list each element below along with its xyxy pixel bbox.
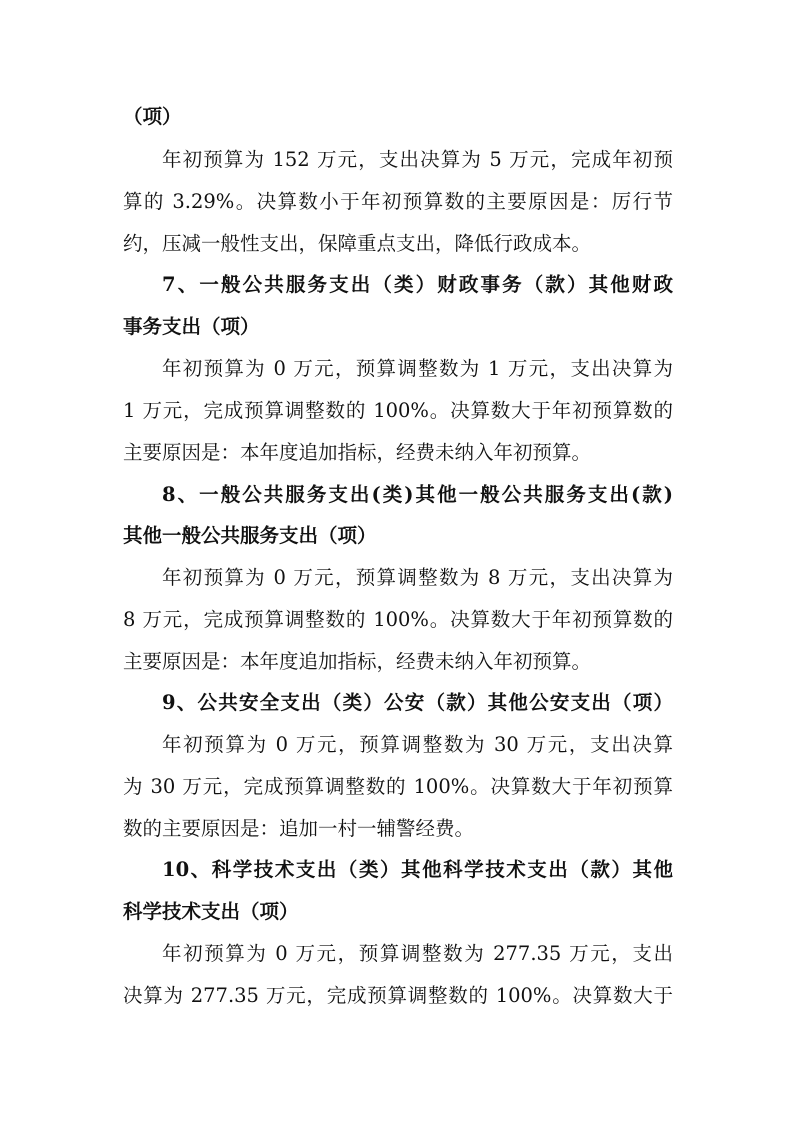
paragraph-6-line-1: 年初预算为 152 万元，支出决算为 5 万元，完成年初预 — [162, 148, 673, 171]
heading-10-line-2: 科学技术支出（项） — [123, 900, 299, 923]
paragraph-8-line-2: 8 万元，完成预算调整数的 100%。决算数大于年初预算数的 — [123, 608, 673, 631]
heading-8-line-1: 8、一般公共服务支出(类)其他一般公共服务支出(款) — [162, 483, 673, 506]
paragraph-10-line-2: 决算为 277.35 万元，完成预算调整数的 100%。决算数大于 — [123, 984, 673, 1007]
paragraph-9-line-2: 为 30 万元，完成预算调整数的 100%。决算数大于年初预算 — [123, 775, 673, 798]
heading-7-line-2: 事务支出（项） — [123, 315, 260, 338]
paragraph-9-line-1: 年初预算为 0 万元，预算调整数为 30 万元，支出决算 — [162, 733, 673, 756]
heading-9: 9、公共安全支出（类）公安（款）其他公安支出（项） — [162, 691, 673, 714]
heading-7-line-1: 7、一般公共服务支出（类）财政事务（款）其他财政 — [162, 273, 673, 296]
paragraph-9-line-3: 数的主要原因是：追加一村一辅警经费。 — [123, 817, 475, 840]
paragraph-7-line-3: 主要原因是：本年度追加指标，经费未纳入年初预算。 — [123, 441, 592, 464]
heading-8-line-2: 其他一般公共服务支出（项） — [123, 524, 377, 547]
paragraph-8-line-3: 主要原因是：本年度追加指标，经费未纳入年初预算。 — [123, 650, 592, 673]
paragraph-8-line-1: 年初预算为 0 万元，预算调整数为 8 万元，支出决算为 — [162, 566, 673, 589]
paragraph-6-line-2: 算的 3.29%。决算数小于年初预算数的主要原因是：厉行节 — [123, 190, 673, 213]
paragraph-6-line-3: 约，压减一般性支出，保障重点支出，降低行政成本。 — [123, 232, 592, 255]
heading-10-line-1: 10、科学技术支出（类）其他科学技术支出（款）其他 — [162, 858, 673, 881]
paragraph-10-line-1: 年初预算为 0 万元，预算调整数为 277.35 万元，支出 — [162, 942, 673, 965]
paragraph-7-line-1: 年初预算为 0 万元，预算调整数为 1 万元，支出决算为 — [162, 357, 673, 380]
paragraph-7-line-2: 1 万元，完成预算调整数的 100%。决算数大于年初预算数的 — [123, 399, 673, 422]
heading-6-continuation: （项） — [123, 105, 182, 128]
